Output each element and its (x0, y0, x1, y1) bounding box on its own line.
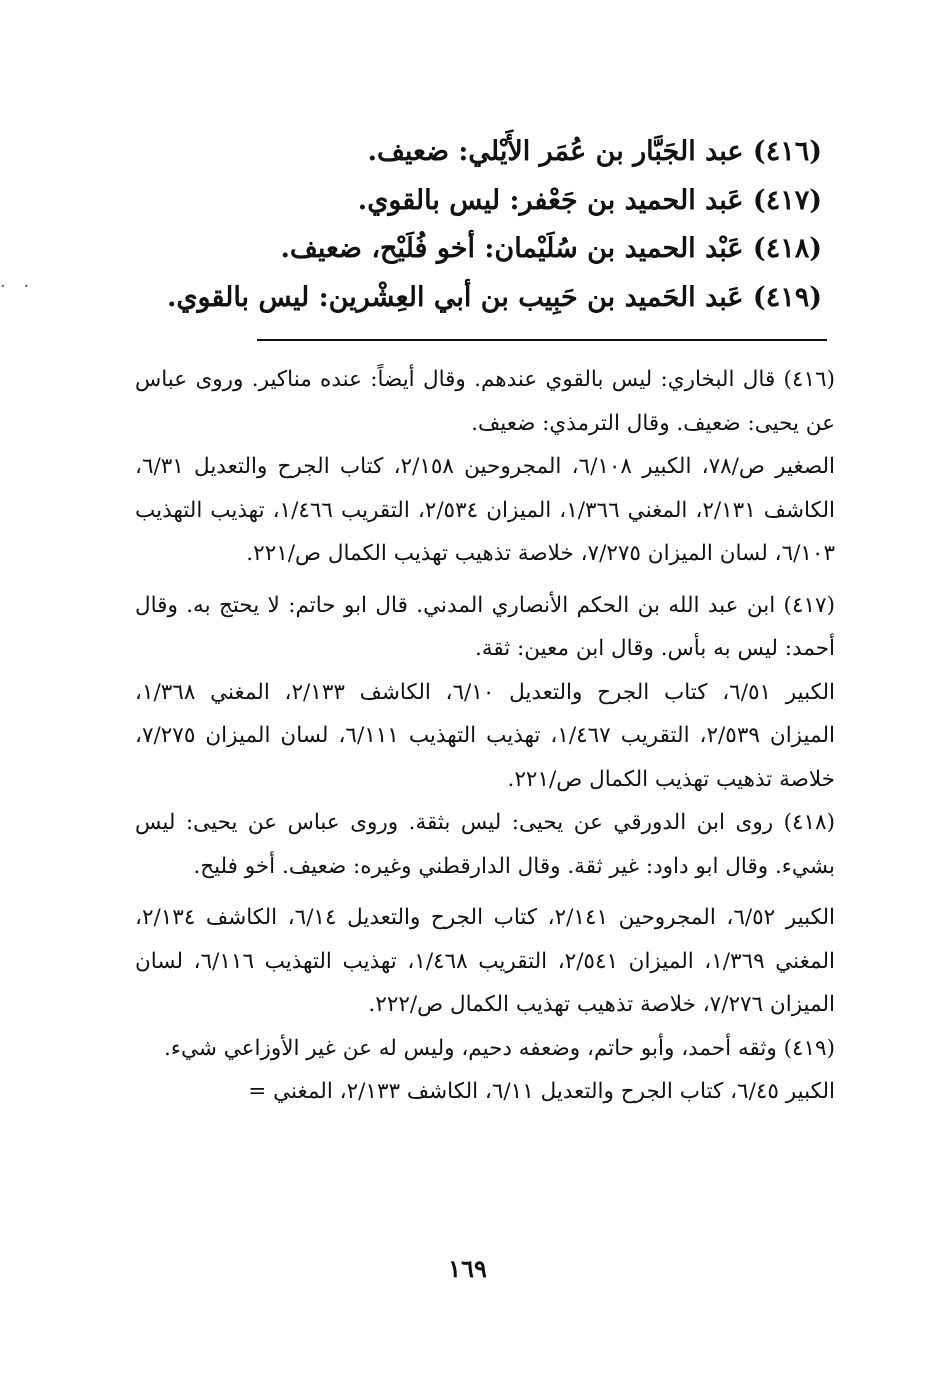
entry-419: (٤١٩) عَبد الحَميد بن حَبِيب بن أبي العِشْرين: ليس بالقوي. (166, 281, 822, 313)
entries-list (140, 128, 822, 322)
note-417: (٤١٧) ابن عبد الله بن الحكم الأنصاري المدني. قال ابو حاتم: لا يحتج به. وقال أحمد: ليس به بأس. وقال ابن معين: ثقة. (135, 592, 835, 661)
margin-dots: · · (0, 276, 36, 297)
page-number: ١٦٩ (448, 1254, 487, 1283)
note-419: (٤١٩) وثقه أحمد، وأبو حاتم، وضعفه دحيم، وليس له عن غير الأوزاعي شيء. (164, 1035, 835, 1061)
entry-417: (٤١٧) عَبد الحميد بن جَعْفر: ليس بالقوي. (357, 184, 822, 216)
note-418-sources: الكبير ٦/٥٢، المجروحين ٢/١٤١، كتاب الجرح والتعديل ٦/١٤، الكاشف ٢/١٣٤، المغني ١/٣٦٩، الميزان ٢/٥٤١، التقريب ١/٤٦٨، تهذيب التهذيب ٦/١١٦، لسان الميزان ٧/٢٧٦، خلاصة تذهيب تهذيب الكمال ص/٢٢٢. (135, 905, 835, 1017)
footnotes (135, 358, 835, 1114)
entry-418: (٤١٨) عَبْد الحميد بن سُلَيْمان: أخو فُلَيْح، ضعيف. (280, 233, 822, 264)
note-419-sources: الكبير ٦/٤٥، كتاب الجرح والتعديل ٦/١١، الكاشف ٢/١٣٣، المغني = (248, 1079, 835, 1104)
footnote-divider (257, 339, 827, 341)
entry-416: (٤١٦) عبد الجَبَّار بن عُمَر الأَيْلي: ضعيف. (367, 136, 822, 167)
note-416: (٤١٦) قال البخاري: ليس بالقوي عندهم. وقال أيضاً: عنده مناكير. وروى عباس عن يحيى: ضعيف. وقال الترمذي: ضعيف. (135, 367, 835, 436)
note-418: (٤١٨) روى ابن الدورقي عن يحيى: ليس بثقة. وروى عباس عن يحيى: ليس بشيء. وقال ابو داود: غير ثقة. وقال الدارقطني وغيره: ضعيف. أخو فليح. (135, 810, 835, 879)
note-417-sources: الكبير ٦/٥١، كتاب الجرح والتعديل ٦/١٠، الكاشف ٢/١٣٣، المغني ١/٣٦٨، الميزان ٢/٥٣٩، التقريب ١/٤٦٧، تهذيب التهذيب ٦/١١١، لسان الميزان ٧/٢٧٥، خلاصة تذهيب تهذيب الكمال ص/٢٢١. (135, 679, 835, 792)
note-416-sources: الصغير ص/٧٨، الكبير ٦/١٠٨، المجروحين ٢/١٥٨، كتاب الجرح والتعديل ٦/٣١، الكاشف ٢/١٣١، المغني ١/٣٦٦، الميزان ٢/٥٣٤، التقريب ١/٤٦٦، تهذيب التهذيب ٦/١٠٣، لسان الميزان ٧/٢٧٥، خلاصة تذهيب تهذيب الكمال ص/٢٢١. (135, 454, 836, 566)
